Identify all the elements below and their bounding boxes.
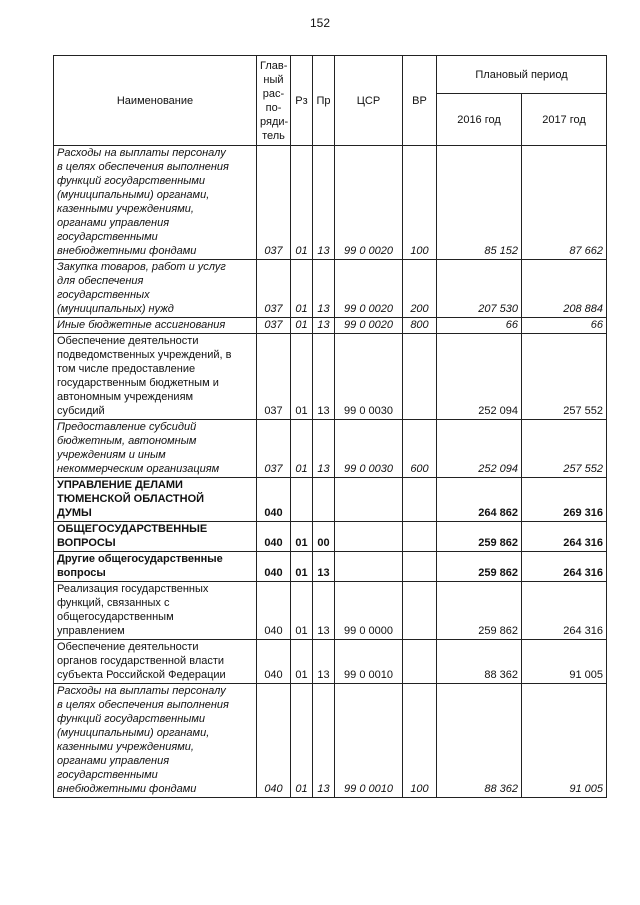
row-name-cell bbox=[54, 640, 257, 684]
vr-cell: 100 bbox=[403, 684, 437, 798]
csr-cell bbox=[335, 522, 403, 552]
row-name-cell bbox=[54, 334, 257, 420]
row-name-line: (муниципальными) органами, bbox=[57, 727, 210, 739]
year-2016-cell: 264 862 bbox=[437, 478, 522, 522]
rz-cell: 01 bbox=[291, 260, 313, 318]
row-name-line: УПРАВЛЕНИЕ ДЕЛАМИ bbox=[57, 479, 183, 491]
csr-cell: 99 0 0020 bbox=[335, 146, 403, 260]
year-2017-cell: 208 884 bbox=[522, 260, 607, 318]
rz-cell bbox=[291, 478, 313, 522]
row-name-cell bbox=[54, 420, 257, 478]
vr-cell bbox=[403, 334, 437, 420]
row-name-line: ДУМЫ bbox=[57, 507, 92, 519]
year-2016-cell: 259 862 bbox=[437, 582, 522, 640]
col-header-year-2017: 2017 год bbox=[522, 94, 607, 146]
row-name-line: Предоставление субсидий bbox=[57, 421, 197, 433]
row-name-line: ТЮМЕНСКОЙ ОБЛАСТНОЙ bbox=[57, 493, 205, 505]
year-2016-cell: 252 094 bbox=[437, 334, 522, 420]
csr-cell: 99 0 0010 bbox=[335, 684, 403, 798]
row-name-line: бюджетным, автономным bbox=[57, 435, 197, 447]
col-header-gr bbox=[257, 56, 291, 146]
rz-cell: 01 bbox=[291, 582, 313, 640]
year-2016-cell: 88 362 bbox=[437, 640, 522, 684]
col-header-gr-line: ный bbox=[263, 73, 284, 86]
row-name-line: управлением bbox=[57, 625, 125, 637]
row-name-line: в целях обеспечения выполнения bbox=[57, 161, 229, 173]
row-name-line: функций государственными bbox=[57, 175, 206, 187]
budget-table bbox=[53, 55, 607, 798]
year-2016-cell: 259 862 bbox=[437, 552, 522, 582]
year-2017-cell: 257 552 bbox=[522, 334, 607, 420]
col-header-year-2016: 2016 год bbox=[437, 94, 522, 146]
vr-cell: 200 bbox=[403, 260, 437, 318]
row-name-line: Закупка товаров, работ и услуг bbox=[57, 261, 226, 273]
row-name-line: (муниципальных) нужд bbox=[57, 303, 174, 315]
table-row bbox=[54, 334, 607, 420]
col-header-gr-line: ряди- bbox=[260, 115, 289, 128]
rz-cell: 01 bbox=[291, 522, 313, 552]
row-name-line: Расходы на выплаты персоналу bbox=[57, 685, 226, 697]
row-name-line: автономным учреждениям bbox=[57, 391, 194, 403]
pr-cell: 13 bbox=[313, 334, 335, 420]
row-name-line: Расходы на выплаты персоналу bbox=[57, 147, 226, 159]
page-number: 152 bbox=[309, 16, 331, 30]
row-name-line: ОБЩЕГОСУДАРСТВЕННЫЕ bbox=[57, 523, 208, 535]
csr-cell: 99 0 0030 bbox=[335, 420, 403, 478]
gr-cell: 040 bbox=[257, 552, 291, 582]
row-name-line: органами управления bbox=[57, 217, 170, 229]
year-2017-cell: 269 316 bbox=[522, 478, 607, 522]
vr-cell bbox=[403, 478, 437, 522]
rz-cell: 01 bbox=[291, 146, 313, 260]
table-row bbox=[54, 146, 607, 260]
table-row bbox=[54, 420, 607, 478]
header-row-1 bbox=[54, 56, 607, 94]
pr-cell: 13 bbox=[313, 684, 335, 798]
vr-cell bbox=[403, 582, 437, 640]
row-name-line: функций, связанных с bbox=[57, 597, 170, 609]
row-name-line: государственными bbox=[57, 769, 158, 781]
col-header-gr-line: тель bbox=[262, 129, 285, 142]
csr-cell: 99 0 0010 bbox=[335, 640, 403, 684]
row-name-line: субсидий bbox=[57, 405, 105, 417]
rz-cell: 01 bbox=[291, 552, 313, 582]
row-name-line: подведомственных учреждений, в bbox=[57, 349, 232, 361]
row-name-line: государственных bbox=[57, 289, 150, 301]
year-2016-cell: 85 152 bbox=[437, 146, 522, 260]
pr-cell: 13 bbox=[313, 318, 335, 334]
csr-cell: 99 0 0020 bbox=[335, 260, 403, 318]
col-header-pr: Пр bbox=[313, 56, 335, 146]
row-name-line: некоммерческим организациям bbox=[57, 463, 220, 475]
row-name-line: государственным бюджетным и bbox=[57, 377, 219, 389]
table-row bbox=[54, 478, 607, 522]
col-header-name: Наименование bbox=[54, 56, 257, 146]
table-body bbox=[54, 146, 607, 798]
gr-cell: 040 bbox=[257, 684, 291, 798]
row-name-line: том числе предоставление bbox=[57, 363, 196, 375]
gr-cell: 040 bbox=[257, 582, 291, 640]
table-row bbox=[54, 582, 607, 640]
vr-cell: 600 bbox=[403, 420, 437, 478]
pr-cell: 13 bbox=[313, 260, 335, 318]
row-name-line: Обеспечение деятельности bbox=[57, 641, 199, 653]
pr-cell: 13 bbox=[313, 420, 335, 478]
row-name-line: субъекта Российской Федерации bbox=[57, 669, 226, 681]
year-2016-cell: 88 362 bbox=[437, 684, 522, 798]
rz-cell: 01 bbox=[291, 420, 313, 478]
row-name-line: органов государственной власти bbox=[57, 655, 225, 667]
row-name-line: ВОПРОСЫ bbox=[57, 537, 116, 549]
csr-cell: 99 0 0020 bbox=[335, 318, 403, 334]
col-header-vr: ВР bbox=[403, 56, 437, 146]
row-name-cell bbox=[54, 582, 257, 640]
col-header-gr-line: по- bbox=[265, 101, 282, 114]
table-row bbox=[54, 260, 607, 318]
year-2016-cell: 259 862 bbox=[437, 522, 522, 552]
year-2017-cell: 91 005 bbox=[522, 640, 607, 684]
vr-cell bbox=[403, 552, 437, 582]
row-name-line: учреждениям и иным bbox=[57, 449, 166, 461]
row-name-line: казенными учреждениями, bbox=[57, 741, 194, 753]
vr-cell bbox=[403, 522, 437, 552]
row-name-line: Обеспечение деятельности bbox=[57, 335, 199, 347]
gr-cell: 037 bbox=[257, 146, 291, 260]
row-name-line: государственными bbox=[57, 231, 158, 243]
row-name-line: органами управления bbox=[57, 755, 170, 767]
table-row bbox=[54, 640, 607, 684]
row-name-line: внебюджетными фондами bbox=[57, 245, 197, 257]
year-2016-cell: 207 530 bbox=[437, 260, 522, 318]
pr-cell bbox=[313, 478, 335, 522]
row-name-cell bbox=[54, 318, 257, 334]
gr-cell: 037 bbox=[257, 420, 291, 478]
pr-cell: 00 bbox=[313, 522, 335, 552]
rz-cell: 01 bbox=[291, 684, 313, 798]
csr-cell: 99 0 0030 bbox=[335, 334, 403, 420]
col-header-csr: ЦСР bbox=[335, 56, 403, 146]
row-name-cell bbox=[54, 522, 257, 552]
row-name-line: функций государственными bbox=[57, 713, 206, 725]
gr-cell: 037 bbox=[257, 334, 291, 420]
vr-cell bbox=[403, 640, 437, 684]
row-name-cell bbox=[54, 260, 257, 318]
pr-cell: 13 bbox=[313, 582, 335, 640]
year-2017-cell: 66 bbox=[522, 318, 607, 334]
row-name-line: (муниципальными) органами, bbox=[57, 189, 210, 201]
row-name-line: для обеспечения bbox=[57, 275, 144, 287]
row-name-line: общегосударственным bbox=[57, 611, 174, 623]
vr-cell: 800 bbox=[403, 318, 437, 334]
row-name-line: Другие общегосударственные bbox=[57, 553, 223, 565]
row-name-line: Реализация государственных bbox=[57, 583, 209, 595]
row-name-line: вопросы bbox=[57, 567, 106, 579]
vr-cell: 100 bbox=[403, 146, 437, 260]
csr-cell bbox=[335, 478, 403, 522]
col-header-rz: Рз bbox=[291, 56, 313, 146]
year-2017-cell: 257 552 bbox=[522, 420, 607, 478]
row-name-cell bbox=[54, 478, 257, 522]
gr-cell: 037 bbox=[257, 318, 291, 334]
row-name-cell bbox=[54, 684, 257, 798]
year-2017-cell: 91 005 bbox=[522, 684, 607, 798]
rz-cell: 01 bbox=[291, 318, 313, 334]
row-name-cell bbox=[54, 552, 257, 582]
table-row bbox=[54, 522, 607, 552]
row-name-line: казенными учреждениями, bbox=[57, 203, 194, 215]
rz-cell: 01 bbox=[291, 334, 313, 420]
pr-cell: 13 bbox=[313, 146, 335, 260]
col-header-plan-period: Плановый период bbox=[437, 56, 607, 94]
year-2017-cell: 264 316 bbox=[522, 522, 607, 552]
pr-cell: 13 bbox=[313, 552, 335, 582]
col-header-gr-line: рас- bbox=[262, 87, 285, 100]
table-row bbox=[54, 318, 607, 334]
gr-cell: 040 bbox=[257, 522, 291, 552]
row-name-cell bbox=[54, 146, 257, 260]
table-row bbox=[54, 684, 607, 798]
gr-cell: 037 bbox=[257, 260, 291, 318]
gr-cell: 040 bbox=[257, 478, 291, 522]
year-2017-cell: 264 316 bbox=[522, 552, 607, 582]
table-row bbox=[54, 552, 607, 582]
row-name-line: Иные бюджетные ассигнования bbox=[57, 319, 226, 331]
row-name-line: внебюджетными фондами bbox=[57, 783, 197, 795]
csr-cell: 99 0 0000 bbox=[335, 582, 403, 640]
gr-cell: 040 bbox=[257, 640, 291, 684]
col-header-gr-line: Глав- bbox=[260, 59, 288, 72]
year-2017-cell: 87 662 bbox=[522, 146, 607, 260]
csr-cell bbox=[335, 552, 403, 582]
row-name-line: в целях обеспечения выполнения bbox=[57, 699, 229, 711]
year-2016-cell: 252 094 bbox=[437, 420, 522, 478]
year-2017-cell: 264 316 bbox=[522, 582, 607, 640]
pr-cell: 13 bbox=[313, 640, 335, 684]
year-2016-cell: 66 bbox=[437, 318, 522, 334]
rz-cell: 01 bbox=[291, 640, 313, 684]
